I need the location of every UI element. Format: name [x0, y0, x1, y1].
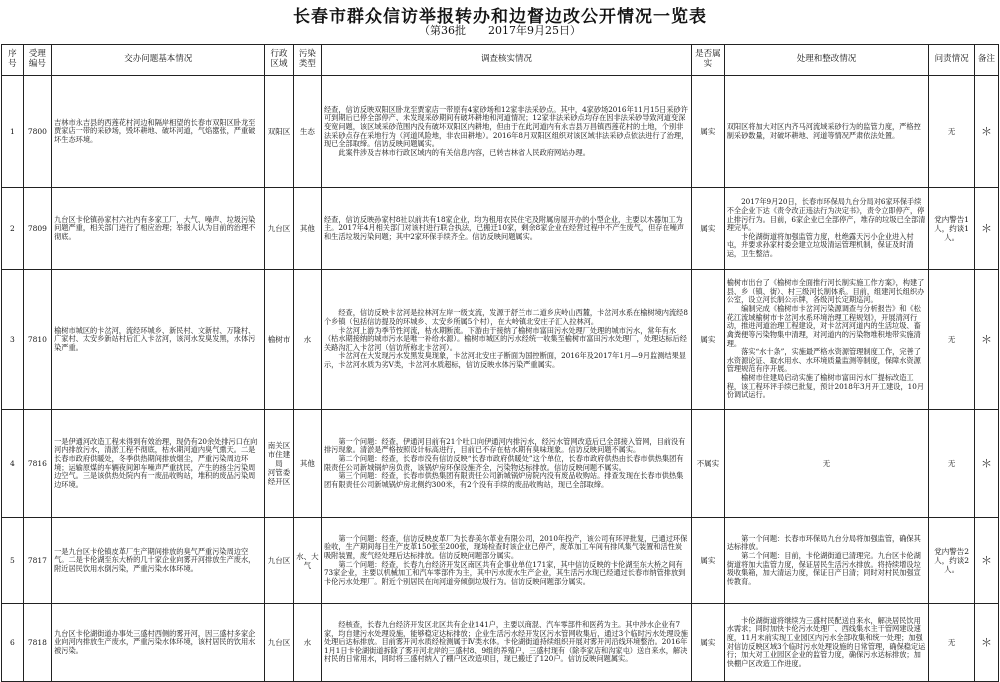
cell-investigation: 经查，信访反映孙家村8社以前共有18家企业，均为租用农民住宅及附属房屋开办的小型企业，主要以木器加工为主。2017年4月相关部门对该村进行联合执法，已搬迁10家，剩余8家企业在经营过程中不产生废气，但存在噪声和生活垃圾污染问题；其中2家环保手续齐全。信访反映问题属实。 [321, 188, 691, 270]
header-accountability: 问责情况 [929, 45, 975, 76]
cell-region: 榆树市 [265, 270, 293, 410]
table-row [2, 410, 999, 518]
header-no: 序号 [2, 45, 24, 76]
cell-id: 7818 [23, 604, 51, 682]
header-id: 受理编号 [23, 45, 51, 76]
header-region: 行政区域 [265, 45, 293, 76]
cell-region: 九台区 [265, 518, 293, 604]
header-handling: 处理和整改情况 [724, 45, 929, 76]
cell-region: 南关区 市住建局 河管委 经开区 [265, 410, 293, 518]
header-row [2, 45, 999, 76]
cell-no: 2 [2, 188, 24, 270]
cell-region: 九台区 [265, 604, 293, 682]
cell-problem: 九台区卡伦镇孙家村六社内有多家工厂，大气、噪声、垃圾污染问题严重，相关部门进行了相应治理；举报人认为目前的治理不彻底。 [52, 188, 265, 270]
cell-accountability: 无 [929, 410, 975, 518]
cell-accountability: 无 [929, 76, 975, 188]
report-table [1, 44, 999, 682]
page-subtitle: （第36批 2017年9月25日） [419, 24, 581, 37]
header-remark: 备注 [975, 45, 999, 76]
cell-type: 其他 [293, 410, 321, 518]
cell-accountability: 无 [929, 270, 975, 410]
cell-verified: 属实 [692, 76, 725, 188]
cell-investigation: 经核查，长春九台经济开发区北区共有企业141户，主要以商混、汽车零部件和医药为主。其中涉水企业有7家，均自建污水处理设施，能够稳定达标排放；企业生活污水经开发区污水管网收集后，通过3个临时污水处理设施处理后达标排放。目前雾开河水质经检测属于Ⅳ类水体。卡伦湖街道持续组织开展对雾开河沿线环境整治。2016年1月1日卡伦湖街道拆除了雾开河北岸的三盛村8、9组的养殖户，三盛村现有（除李家店和沟家屯）送自来水，解决村民的日常用水，同时将三盛村纳入了棚户区改造项目，现已搬迁了120户。信访反映问题属实。 [321, 604, 691, 682]
cell-region: 九台区 [265, 188, 293, 270]
cell-problem: 九台区卡伦湖街道办事处三盛村西侧的雾开河，因三盛村多家企业向河内排放生产废水，严重污染水体环境，该村居民的饮用水被污染。 [52, 604, 265, 682]
cell-problem: 一是伊通河改造工程未得到有效治理，现仍有20余处排污口在向河内排放污水，清淤工程不彻底，枯水期河道内臭气熏天。二是长春市政府供暖处，冬季供热期间排放烟尘，严重污染周边环境；运输原煤的车辆夜间卸车噪声严重扰民，产生的扬尘污染周边空气。三是该供热处院内有一废品收购站，堆积的废品污染周边环境。 [52, 410, 265, 518]
cell-remark: ＊ [975, 188, 999, 270]
cell-type: 其他 [293, 188, 321, 270]
cell-id: 7817 [23, 518, 51, 604]
cell-no: 6 [2, 604, 24, 682]
cell-id: 7800 [23, 76, 51, 188]
cell-handling: 2017年9月20日，长春市环保局九台分局对6家环保手续不全企业下达《责令改正违法行为决定书》，责令立即停产，停止排污行为。目前，6家企业已全部停产，堆存的垃圾已全部清理完毕。 卡伦湖街道将加强监管力度，杜绝露天污小企业进入村屯，并要求孙家村委会建立垃圾清运管理机制，保证及时清运，卫生整洁。 [724, 188, 929, 270]
cell-remark: ＊ [975, 76, 999, 188]
cell-id: 7816 [23, 410, 51, 518]
page-title: 长春市群众信访举报转办和边督边改公开情况一览表 [293, 7, 707, 27]
header-investigation: 调查核实情况 [321, 45, 691, 76]
cell-problem: 吉林市永吉县的西莲花村河边和隔岸相望的长春市双阳区卧龙至贾家店一带的采砂场，毁坏耕地、破坏河道，气焰嚣张，严重破坏生态环境。 [52, 76, 265, 188]
cell-no: 1 [2, 76, 24, 188]
cell-id: 7809 [23, 188, 51, 270]
cell-investigation: 第一个问题：经查，信访反映皮革厂为长春美尔革业有限公司，2010年投产，该公司有环评批复，已通过环保验收，生产期间每日生产皮革150张至200张，现场检查时该企业已停产，废革加工车间有排风集气装置和活性炭吸附装置，废气经处理后达标排放。信访反映问题部分属实。 第二个问题：经查，长春九台经济开发区南区共有企事业单位171家，其中信访反映的卡伦湖至东大桥之间有73家企业，主要以机械加工和汽车零部件为主，其中污水废水生产企业，其生活污水现已经通过长春市纳管排放到卡伦污水处理厂。附近个别居民在向河道旁倾倒垃圾行为。信访反映问题部分属实。 [321, 518, 691, 604]
cell-remark: ＊ [975, 410, 999, 518]
cell-type: 水 [293, 604, 321, 682]
cell-no: 3 [2, 270, 24, 410]
table-row [2, 188, 999, 270]
cell-type: 水 [293, 270, 321, 410]
cell-accountability: 党内警告1人，约谈1人。 [929, 188, 975, 270]
cell-handling: 榆树市出台了《榆树市全面推行河长制实施工作方案》，构建了县、乡（镇、街）、村三级河长制体系。目前，组建河长组织办公室，设立河长制公示牌，各级河长定期巡河。 编制完成《榆树市卡岔河污染源调查与分析报告》和《松花江流域榆树市卡岔河水系环境治理工程规划》，开展清河行动，推进河道治理工程建设，对卡岔河河道内的生活垃圾、畜禽粪便等污染物集中清理，对河道内的污染物堆积地带实施清理。 落实“水十条”，实施最严格水资源管理制度工作，完善了水资源论证、取水用水、水环境质量监测等制度，保障水资源管理规范有序开展。 榆树市住建局启动实施了榆树市富田污水厂提标改造工程，该工程环评手续已批复，预计2018年3月开工建设，10月份调试运行。 [724, 270, 929, 410]
table-row [2, 76, 999, 188]
cell-handling: 第一个问题：长春市环保局九台分局将加强监管，确保其达标排放。 第二个问题：目前，卡伦湖街道已清理完。九台区卡伦湖街道将加大监管力度，保证居民生活污水排放。将持续增设垃圾收集箱，加大清运力度，保证日产日清；同时对村民加强宣传教育。 [724, 518, 929, 604]
table-row [2, 270, 999, 410]
cell-accountability: 无 [929, 604, 975, 682]
cell-remark: ＊ [975, 604, 999, 682]
cell-handling: 双阳区将加大对区内齐马河流域采砂行为的监管力度，严格控制采砂数量，对破坏耕地、河道等情况严肃依法处置。 [724, 76, 929, 188]
cell-region: 双阳区 [265, 76, 293, 188]
cell-problem: 一是九台区卡伦镇皮革厂生产期间排放的臭气严重污染周边空气。二是卡伦湖至东大桥的几十家企业向雾开河排放生产废水，附近居民饮用水倒污染，严重污染水体环境。 [52, 518, 265, 604]
cell-accountability: 党内警告2人，约谈2人。 [929, 518, 975, 604]
header-type: 污染类型 [293, 45, 321, 76]
cell-handling: 卡伦湖街道将继续为三盛村民配送自来水，解决居民饮用水需求；同时加快卡伦污水处理厂、西线集水主干管网建设速度，11月末前实现工业园区内污水全部收集和统一处理；加强对信访反映区域3个临时污水处理设施的日常管理，确保稳定运行；加大对工业园区企业的监管力度，确保污水达标排放；加快棚户区改造工作进度。 [724, 604, 929, 682]
cell-no: 5 [2, 518, 24, 604]
cell-verified: 属实 [692, 270, 725, 410]
cell-verified: 属实 [692, 604, 725, 682]
cell-investigation: 第一个问题：经查，伊通河目前有21个吐口向伊通河内排污水，经污水管网改造后已全部接入管网，目前没有排污现象。清淤是严格按照设计标高进行，目前已不存在枯水期有臭味现象。信访反映问题不属实。 第二个问题：经查，长春市没有信访反映“长春市政府供暖处”这个单位，长春市政府供热由长春市供热集团有限责任公司新城锅炉房负责，该锅炉房环保设施齐全，污染物达标排放。信访反映问题不属实。 第三个问题：经查，长春市供热集团有限责任公司新城锅炉房院内没有废品收购站。排查发现在长春市供热集团有限责任公司新城锅炉房北侧约300米，有2个没有手续的废品收购站，现已全部取缔。 [321, 410, 691, 518]
cell-no: 4 [2, 410, 24, 518]
cell-investigation: 经查，信访反映卡岔河是拉林河左岸一级支流，发源于舒兰市二道乡庆岭山西麓，卡岔河水系在榆树境内流经8个乡镇（包括信访提及的环城乡、太安乡所属5个村），在大岭镇北安庄子汇入拉林河。 卡岔河上游为季节性河流，枯水期断流。下游由于接纳了榆树市富田污水处理厂处理的城市污水，常年有水（枯水期接纳的城市污水是唯一补给水源）。榆树市城区的污水经统一收集至榆树市富田污水处理厂，处理达标后经关路沟汇入卡岔河（信访所称北卡岔河）。 卡岔河在大发现污水发黑发臭现象，卡岔河北安庄子断面为国控断面，2016年及2017年1月—9月监测结果显示，卡岔河水质为劣V类，卡岔河水质超标，信访反映水体污染严重属实。 [321, 270, 691, 410]
cell-verified: 属实 [692, 518, 725, 604]
cell-verified: 属实 [692, 188, 725, 270]
table-row [2, 518, 999, 604]
cell-remark: ＊ [975, 518, 999, 604]
cell-type: 生态 [293, 76, 321, 188]
cell-investigation: 经查，信访反映双阳区卧龙至贾家店一带原有4家砂场和12家非法采砂点。其中，4家砂场2016年11月15日采砂许可到期后已停全部停产、未发现采砂期间有破坏耕地和河道情况；12家非法采砂点均存在因非法采砂导致河道变深变宽问题，该区域采砂范围内没有破坏双阳区内耕地，但由于在此河道内有永吉县万昌镇西莲花村的土地，个别非法采砂点存在采地行为（河道风险地，非农田耕地）。2016年8月双阳区组织对该区域非法采砂点依法进行了治理，现已全部取缔。信访反映问题属实。 此案件涉及吉林市行政区域内的有关信息内容，已转吉林省人民政府网站办理。 [321, 76, 691, 188]
table-row [2, 604, 999, 682]
cell-id: 7810 [23, 270, 51, 410]
header-problem: 交办问题基本情况 [52, 45, 265, 76]
cell-verified: 不属实 [692, 410, 725, 518]
cell-type: 水、大气 [293, 518, 321, 604]
cell-handling: 无 [724, 410, 929, 518]
header-verified: 是否属实 [692, 45, 725, 76]
cell-problem: 榆树市城区的卡岔河，流经环城乡、新民村、文新村、万隆村、广家村、太安乡新站村后汇入卡岔河，该河水发臭发黑，水体污染严重。 [52, 270, 265, 410]
cell-remark: ＊ [975, 270, 999, 410]
